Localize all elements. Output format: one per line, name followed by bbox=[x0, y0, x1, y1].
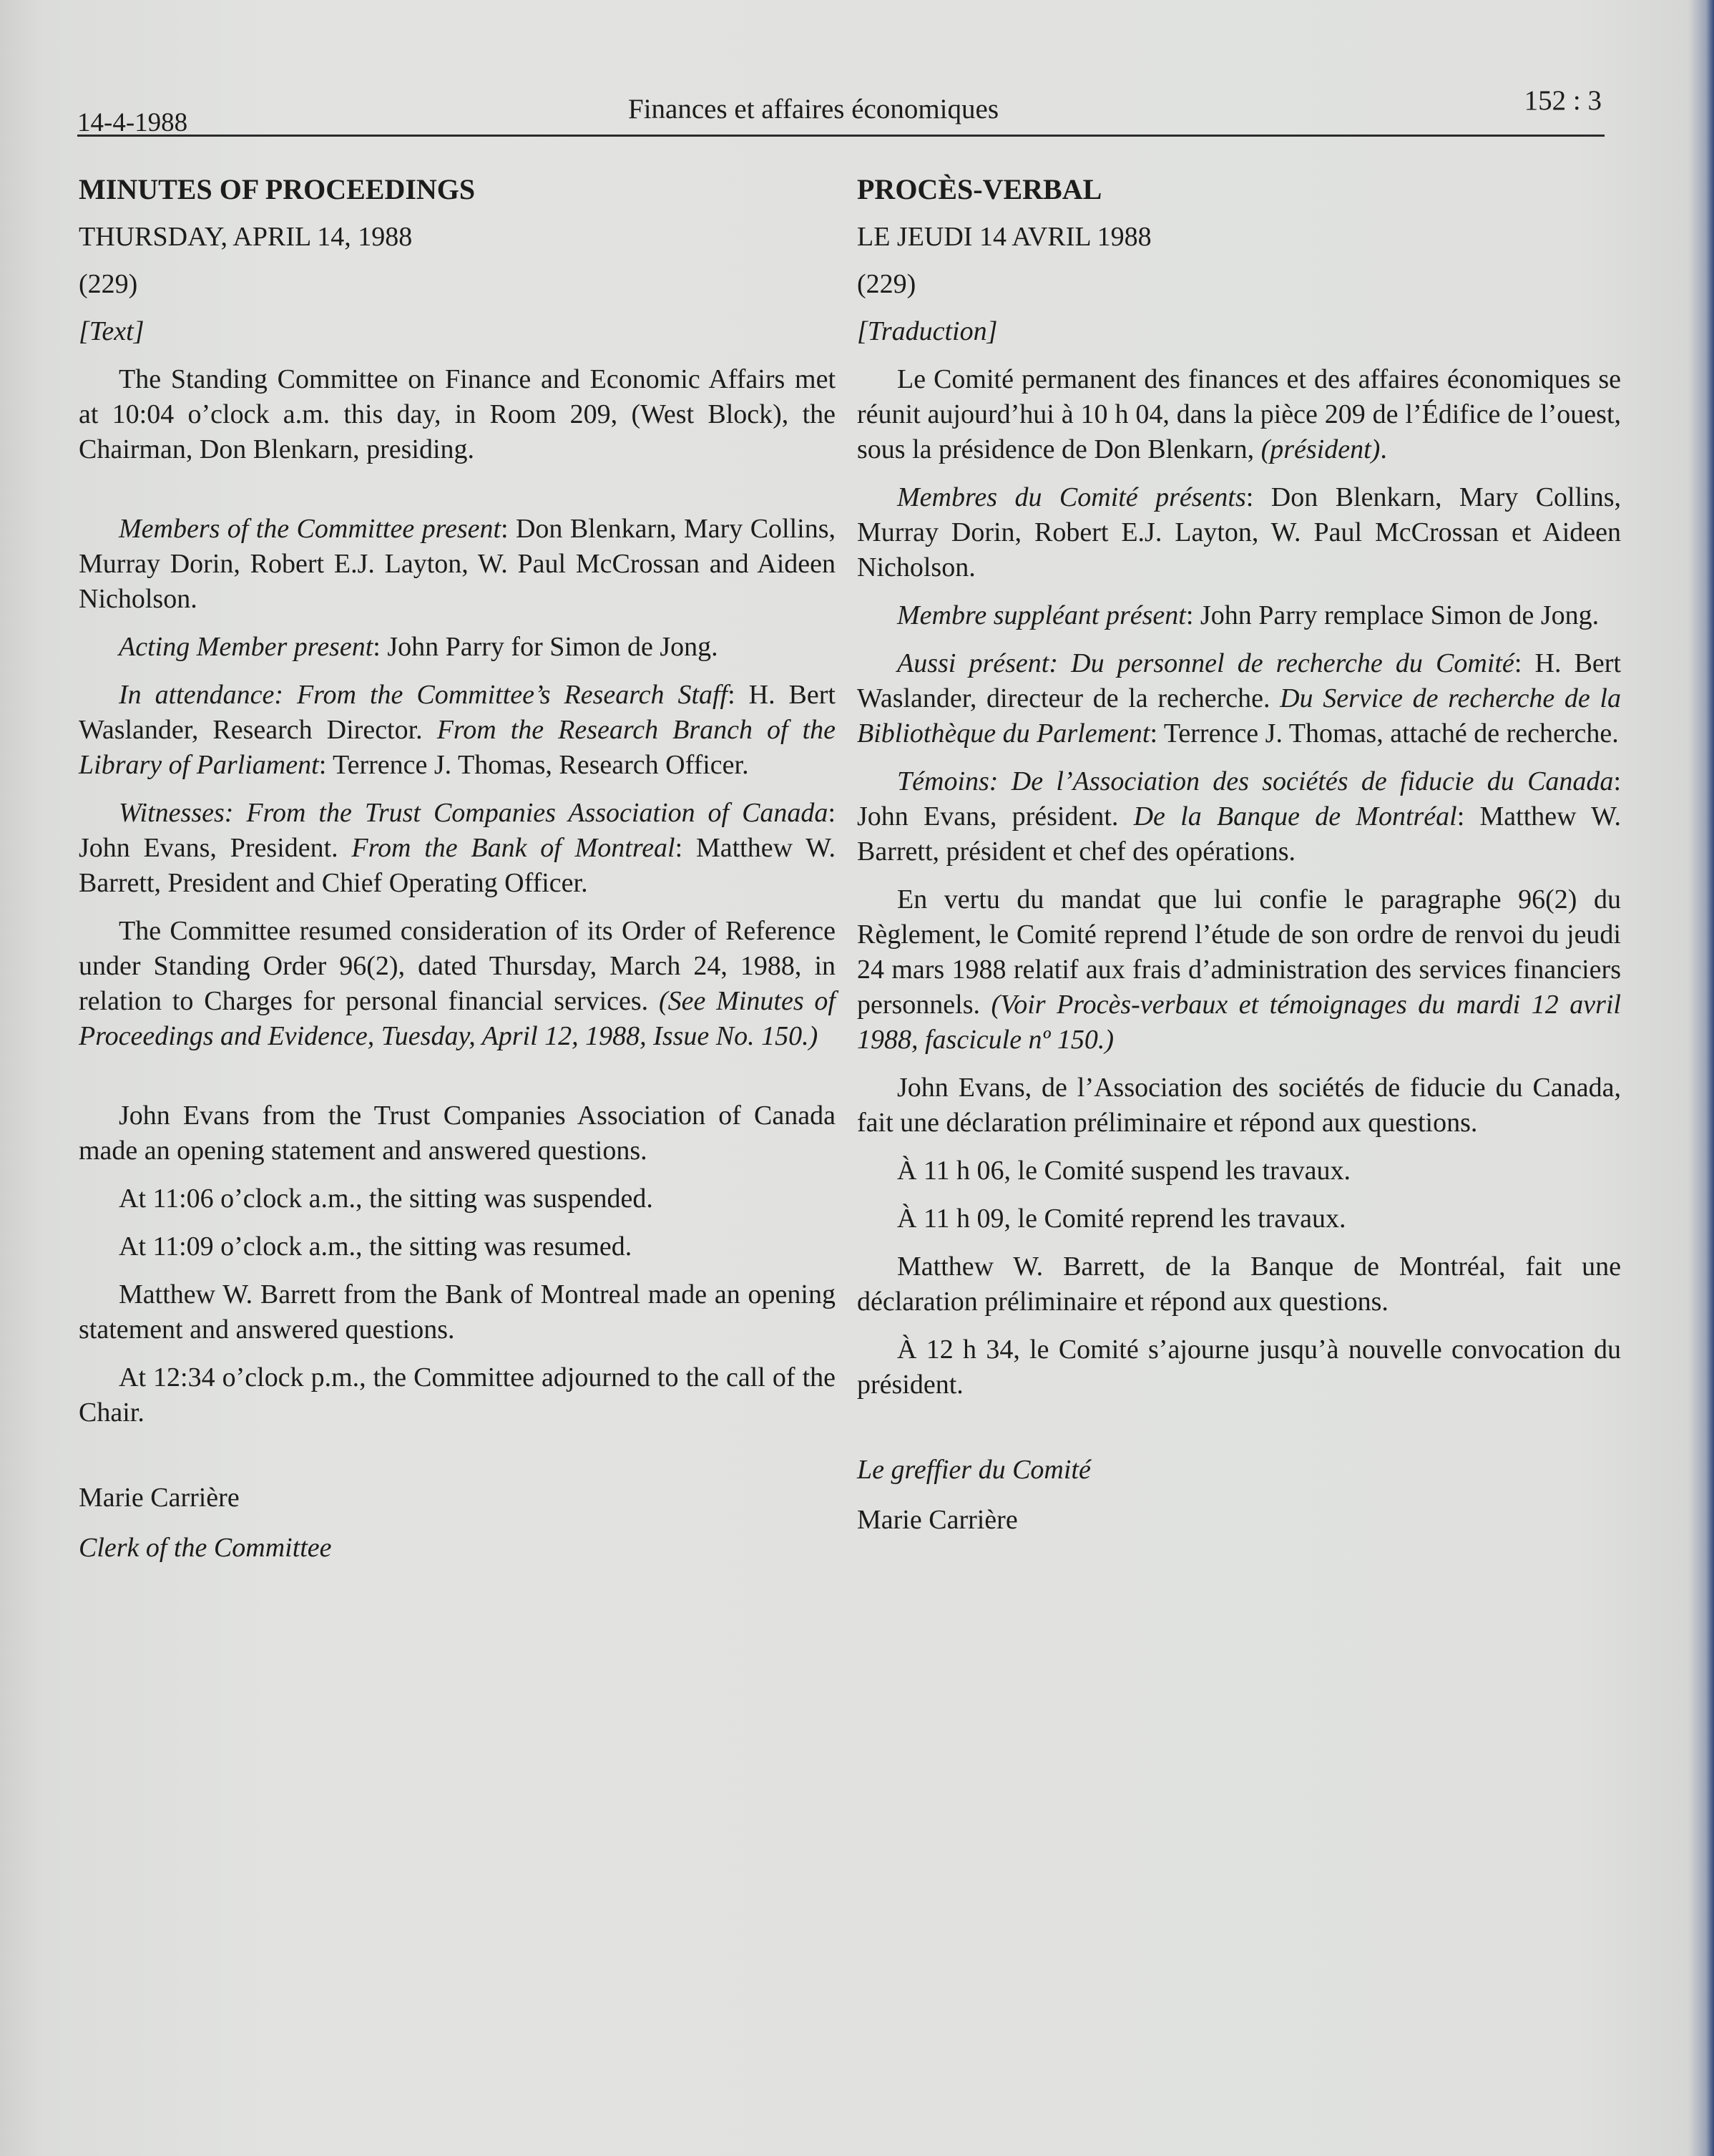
page-number: 152 : 3 bbox=[1524, 85, 1602, 116]
french-members-text: : Don Blenkarn, Mary Collins, Murray Dorin, Robert E.J. Layton, W. Paul McCrossan et Aideen Nicholson. bbox=[857, 482, 1621, 582]
french-opening-role: (président) bbox=[1260, 434, 1381, 464]
french-resumed-paragraph bbox=[857, 882, 1621, 1058]
spacer bbox=[79, 1443, 836, 1475]
english-evans-paragraph: John Evans from the Trust Companies Association of Canada made an opening statement and answered questions. bbox=[79, 1101, 836, 1166]
english-opening-paragraph: The Standing Committee on Finance and Economic Affairs met at 10:04 o’clock a.m. this day, in Room 209, (West Block), the Chairman, Don Blenkarn, presiding. bbox=[79, 364, 836, 464]
english-attendance-from1: : From the Committee’s Research Staff bbox=[274, 680, 728, 710]
french-text-tag: [Traduction] bbox=[857, 316, 998, 346]
french-attendance-label: Aussi présent bbox=[897, 648, 1049, 678]
english-witnesses-from2: From the Bank of Montreal bbox=[351, 833, 675, 863]
french-witnesses-paragraph bbox=[857, 764, 1621, 869]
english-signature-name: Marie Carrière bbox=[79, 1483, 240, 1513]
english-adjourned-paragraph: At 12:34 o’clock p.m., the Committee adjourned to the call of the Chair. bbox=[79, 1362, 836, 1428]
french-attendance-paragraph bbox=[857, 646, 1621, 751]
french-signature-name: Marie Carrière bbox=[857, 1505, 1018, 1535]
english-resumed2-paragraph: At 11:09 o’clock a.m., the sitting was resumed. bbox=[119, 1231, 632, 1262]
english-column bbox=[79, 172, 836, 1584]
english-acting-text: : John Parry for Simon de Jong. bbox=[373, 632, 718, 662]
french-date: LE JEUDI 14 AVRIL 1988 bbox=[857, 222, 1152, 252]
english-suspended-paragraph: At 11:06 o’clock a.m., the sitting was suspended. bbox=[119, 1184, 653, 1214]
header-date: 14-4-1988 bbox=[77, 108, 188, 137]
english-witnesses-2: : Matthew W. Barrett, President and Chief Operating Officer. bbox=[79, 833, 836, 898]
french-opening-text: Le Comité permanent des finances et des affaires économiques se réunit aujourd’hui à 10 h 04, dans la pièce 209 de l’Édifice de l’ouest, sous la présidence de Don Blenkarn, bbox=[857, 364, 1621, 464]
english-witnesses-1: : John Evans, President. bbox=[79, 798, 836, 863]
english-acting-paragraph bbox=[79, 630, 836, 665]
spacer bbox=[79, 480, 836, 512]
french-attendance-2: : Terrence J. Thomas, attaché de recherche. bbox=[1150, 718, 1619, 748]
french-number: (229) bbox=[857, 269, 916, 299]
english-text-tag: [Text] bbox=[79, 316, 145, 346]
english-members-label: Members of the Committee present bbox=[119, 514, 501, 544]
spacer bbox=[857, 1415, 1621, 1447]
english-number: (229) bbox=[79, 269, 138, 299]
english-acting-label: Acting Member present bbox=[119, 632, 373, 662]
french-resumed-reference: (Voir Procès-verbaux et témoignages du mardi 12 avril 1988, fascicule nº 150.) bbox=[857, 990, 1621, 1055]
english-resumed-paragraph bbox=[79, 914, 836, 1054]
english-attendance-paragraph bbox=[79, 678, 836, 783]
french-signature-title: Le greffier du Comité bbox=[857, 1455, 1091, 1485]
french-resumed-text: En vertu du mandat que lui confie le paragraphe 96(2) du Règlement, le Comité reprend l’étude de son ordre de renvoi du jeudi 24 mars 1988 relatif aux frais d’administration des services financiers personnels. bbox=[857, 884, 1621, 1020]
english-heading: MINUTES OF PROCEEDINGS bbox=[79, 173, 476, 205]
french-witnesses-2: : Matthew W. Barrett, président et chef des opérations. bbox=[857, 801, 1622, 867]
french-adjourned-paragraph: À 12 h 34, le Comité s’ajourne jusqu’à nouvelle convocation du président. bbox=[857, 1335, 1621, 1400]
french-attendance-from1: : Du personnel de recherche du Comité bbox=[1049, 648, 1514, 678]
spacer bbox=[79, 1067, 836, 1098]
french-opening-end: . bbox=[1380, 434, 1387, 464]
french-members-paragraph bbox=[857, 480, 1621, 585]
french-column bbox=[857, 172, 1621, 1556]
english-date: THURSDAY, APRIL 14, 1988 bbox=[79, 222, 413, 252]
french-opening-paragraph bbox=[857, 362, 1621, 467]
english-witnesses-paragraph bbox=[79, 796, 836, 901]
french-witnesses-label: Témoins bbox=[897, 766, 989, 796]
running-header bbox=[77, 84, 1605, 137]
english-barrett-paragraph: Matthew W. Barrett from the Bank of Montreal made an opening statement and answered questions. bbox=[79, 1279, 836, 1345]
english-members-text: : Don Blenkarn, Mary Collins, Murray Dorin, Robert E.J. Layton, W. Paul McCrossan and Aideen Nicholson. bbox=[79, 514, 836, 614]
english-resumed-text: The Committee resumed consideration of its Order of Reference under Standing Order 96(2), dated Thursday, March 24, 1988, in relation to Charges for personal financial services. bbox=[79, 916, 836, 1016]
english-attendance-1: : H. Bert Waslander, Research Director. bbox=[79, 680, 836, 745]
english-signature-title: Clerk of the Committee bbox=[79, 1533, 332, 1563]
french-acting-label: Membre suppléant présent bbox=[897, 600, 1186, 630]
english-resumed-reference: (See Minutes of Proceedings and Evidence, Tuesday, April 12, 1988, Issue No. 150.) bbox=[79, 986, 836, 1051]
french-acting-paragraph bbox=[857, 598, 1621, 633]
english-witnesses-label: Witnesses bbox=[119, 798, 225, 828]
english-members-paragraph bbox=[79, 512, 836, 617]
english-witnesses-from1: : From the Trust Companies Association of Canada bbox=[224, 798, 828, 828]
french-attendance-1: : H. Bert Waslander, directeur de la recherche. bbox=[857, 648, 1621, 713]
french-witnesses-1: : John Evans, président. bbox=[857, 766, 1621, 831]
english-attendance-label: In attendance bbox=[119, 680, 275, 710]
french-members-label: Membres du Comité présents bbox=[897, 482, 1246, 512]
english-attendance-from2: From the Research Branch of the Library of Parliament bbox=[79, 715, 836, 780]
header-title: Finances et affaires économiques bbox=[628, 94, 999, 125]
french-suspended-paragraph: À 11 h 06, le Comité suspend les travaux. bbox=[897, 1156, 1351, 1186]
french-witnesses-from2: De la Banque de Montréal bbox=[1133, 801, 1457, 831]
french-acting-text: : John Parry remplace Simon de Jong. bbox=[1185, 600, 1600, 630]
french-attendance-from2: Du Service de recherche de la Bibliothèque du Parlement bbox=[857, 683, 1621, 748]
french-heading: PROCÈS-VERBAL bbox=[857, 173, 1102, 205]
french-resumed2-paragraph: À 11 h 09, le Comité reprend les travaux. bbox=[897, 1204, 1346, 1234]
french-witnesses-from1: : De l’Association des sociétés de fiducie du Canada bbox=[989, 766, 1614, 796]
english-attendance-2: : Terrence J. Thomas, Research Officer. bbox=[318, 750, 749, 780]
french-evans-paragraph: John Evans, de l’Association des sociétés de fiducie du Canada, fait une déclaration préliminaire et répond aux questions. bbox=[857, 1073, 1621, 1138]
french-barrett-paragraph: Matthew W. Barrett, de la Banque de Montréal, fait une déclaration préliminaire et répond aux questions. bbox=[857, 1252, 1621, 1317]
